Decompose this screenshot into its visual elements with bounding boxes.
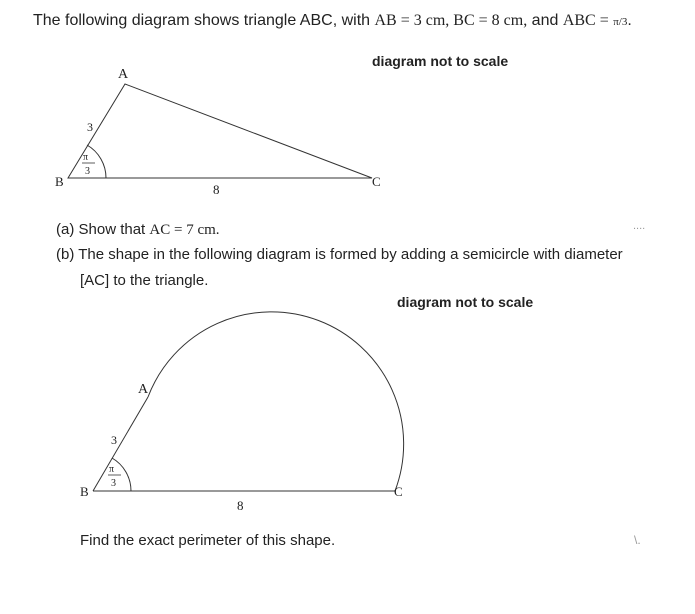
label-ab-2: 3 bbox=[111, 433, 117, 447]
angle-pi-2: π bbox=[109, 464, 115, 475]
semicircle-arc bbox=[148, 312, 404, 491]
intro-lengths: AB = 3 cm, BC = 8 cm, bbox=[374, 12, 528, 29]
label-ab: 3 bbox=[87, 120, 93, 134]
label-bc-2: 8 bbox=[237, 498, 244, 513]
semicircle-diagram-2 bbox=[80, 312, 404, 513]
angle-den: 3 bbox=[85, 166, 90, 177]
part-a-math: AC = 7 cm. bbox=[149, 222, 220, 238]
part-b-line-2: [AC] to the triangle. bbox=[80, 272, 209, 289]
angle-den-2: 3 bbox=[111, 478, 116, 489]
triangle-diagram-1 bbox=[55, 67, 381, 197]
label-a-2: A bbox=[138, 382, 149, 397]
label-c-2: C bbox=[394, 484, 403, 499]
intro-text: The following diagram shows triangle ABC, with AB = 3 cm, BC = 8 cm, and ABC = π/3. bbox=[33, 12, 632, 29]
question-text: Find the exact perimeter of this shape. bbox=[80, 532, 336, 549]
angle-pi: π bbox=[83, 152, 89, 163]
label-a: A bbox=[118, 67, 129, 82]
intro-and: and bbox=[531, 12, 559, 29]
intro-angle-value: π/3 bbox=[613, 16, 628, 28]
intro-prefix: The following diagram shows triangle ABC, with bbox=[33, 12, 371, 29]
scale-note-2: diagram not to scale bbox=[397, 294, 534, 310]
label-bc: 8 bbox=[213, 182, 220, 197]
intro-angle: ABC = bbox=[562, 12, 609, 29]
part-a-marks: .... bbox=[633, 220, 646, 232]
part-b-marks: \. bbox=[634, 533, 641, 547]
part-a bbox=[56, 221, 220, 239]
label-b: B bbox=[55, 174, 64, 189]
scale-note-1: diagram not to scale bbox=[372, 53, 509, 69]
side-ab bbox=[93, 397, 148, 491]
triangle-abc bbox=[68, 84, 372, 178]
part-a-prefix: (a) Show that bbox=[56, 221, 146, 238]
part-b-line-1: (b) The shape in the following diagram is formed by adding a semicircle with diameter bbox=[56, 246, 623, 263]
label-c: C bbox=[372, 174, 381, 189]
label-b-2: B bbox=[80, 484, 89, 499]
